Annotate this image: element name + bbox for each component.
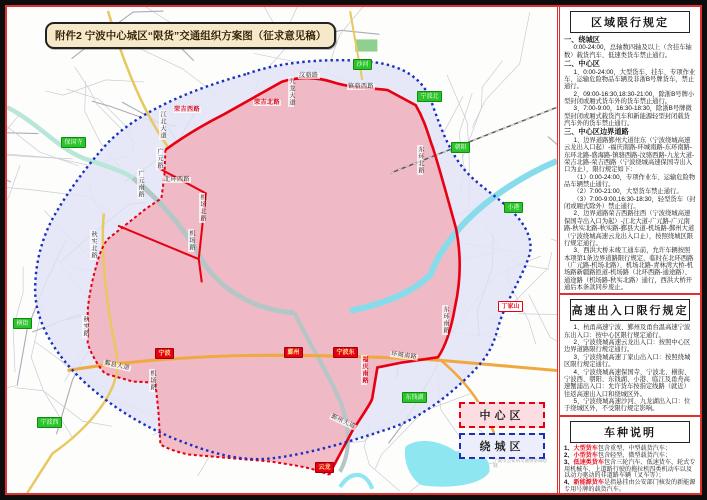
legend-center-zone: 中心区 bbox=[459, 402, 545, 428]
road-label: 荣吉北路 bbox=[254, 100, 281, 106]
road-label: 秋实北路 bbox=[90, 231, 96, 259]
highway-exit-badge: 鄞州 bbox=[284, 347, 303, 358]
rule-subheading: 二、中心区 bbox=[564, 59, 600, 69]
vehicle-description: 包含三轮汽车、低速货车、轮式专用机械车、上道路行驶的拖拉机四类机动车以及以动力驱动的非道路车辆（叉车等）； bbox=[564, 458, 696, 480]
road-label: 镇骆西路 bbox=[348, 84, 375, 90]
rule-paragraph: 1、0:00-24:00，大型货车、挂车、专项作业车、运输危险物品车辆及非浙B号牌货车，禁止通行。 bbox=[564, 68, 696, 91]
road-label: 广元路 bbox=[156, 148, 162, 169]
highway-exit-badge: 东钱湖 bbox=[402, 392, 427, 403]
vehicle-item-number: 4、 bbox=[564, 479, 574, 487]
highway-exit-badge: 朝阳 bbox=[451, 142, 470, 153]
map-canvas bbox=[7, 7, 557, 493]
vehicle-item-number: 3、 bbox=[564, 458, 574, 466]
road-label: 鄞州大道 bbox=[329, 413, 357, 431]
legend-ring-zone: 绕城区 bbox=[459, 433, 545, 459]
road-label: 机场路 bbox=[188, 230, 194, 251]
vehicle-item-number: 1、 bbox=[564, 444, 574, 452]
road-label: 北环西路 bbox=[164, 177, 191, 183]
vehicle-description: 包含轻型、微型载货汽车； bbox=[597, 451, 671, 459]
section-vehicle-types-title: 车种说明 bbox=[570, 421, 690, 443]
section-highway-rules bbox=[560, 293, 700, 414]
highway-exit-badge: 横街 bbox=[13, 318, 32, 329]
rule-subheading: 三、中心区边界道路 bbox=[564, 127, 629, 137]
highway-exit-badge: 沙河 bbox=[353, 59, 372, 70]
road-label: 机场路 bbox=[149, 370, 155, 391]
rule-paragraph: 1、边界道路鄞州大道往东（宁波绕城高速云龙出入口起）-福庆南路-环城南路-东环南路-东环北路-盛海路-镇骆西路-汶骆西路-九龙大道-荣吉北路-荣吉西路（宁波绕城高速保国寺出入口为止），限行规定如下： bbox=[564, 136, 695, 174]
rule-paragraph: 2、边界道路荣吉西路往西（宁波绕城高速保国寺出入口为起）-江北大道-广元路-广元南路-秋实北路-秋实路-鄞县大道-机场路-鄞州大道（宁波绕城高速云龙出入口止），按照绕城区限行规定通行。 bbox=[564, 210, 695, 247]
road-label: 机场北路 bbox=[199, 194, 205, 222]
highway-exit-badge: 丁家山 bbox=[498, 301, 523, 312]
section-area-rules-title: 区域限行规定 bbox=[570, 11, 690, 33]
section-vehicle-types-body bbox=[564, 446, 696, 493]
vehicle-description: 是指悬挂由公安部门核发的新能源专用号牌的载货汽车。 bbox=[564, 479, 696, 493]
red-frame bbox=[5, 5, 702, 495]
vehicle-item-number: 2、 bbox=[564, 451, 574, 459]
rule-paragraph: （3）7:00-9:00,16:30-18:30，轻型货车（封闭或厢式除外）禁止通行。 bbox=[564, 195, 696, 211]
road-label: 环城南路 bbox=[390, 351, 418, 361]
rule-paragraph: （1）0:00-24:00，专项作业车、运输危险物品车辆禁止通行。 bbox=[564, 173, 696, 189]
highway-exit-badge: 宁波北 bbox=[417, 91, 442, 102]
highway-exit-badge: 宁波 bbox=[155, 348, 174, 359]
section-area-rules bbox=[560, 7, 700, 293]
highway-exit-badge: 保国寺 bbox=[61, 137, 86, 148]
highway-exit-badge: 云龙 bbox=[315, 462, 334, 473]
rule-paragraph: 3、西洪大桥未竣工通车前，允许车辆按照本项第1条边界道路限行规定，临时在北环西路（广元路-机场北路）、机场北路-青林湾大桥-机场路新疆路匝道-机场路（北环西路-通途路）、通途路（机场路-秋实北路）通行，西洪大桥开通后本条款同步废止。 bbox=[564, 247, 694, 292]
vehicle-description: 包含重型、中型载货汽车； bbox=[597, 444, 671, 452]
rule-subheading: 一、绕城区 bbox=[564, 35, 600, 44]
road-label: 秋实路 bbox=[82, 316, 88, 337]
rule-paragraph: 4、宁波绕城高速保国寺、宁波北、横街、宁波西、朝阳、东钱湖、小港、临江及甬舟高速蟹浦出入口：允许货车按指定线路（就近）往返高速出入口和绕城区外。 bbox=[564, 368, 691, 398]
road-label: 九龙大道 bbox=[288, 78, 294, 106]
road-label: 荣吉西路 bbox=[174, 107, 201, 113]
rule-paragraph: 0:00-24:00，总轴数四轴及以上（含挂车轴数）载货汽车、低速类货车禁止通行。 bbox=[564, 44, 692, 59]
legend bbox=[459, 402, 545, 459]
road-label: 东环北路 bbox=[417, 146, 423, 174]
rule-paragraph: 2、09:00-16:30,18:30-21:00，除浙B号牌小型封闭或厢式货车外的货车禁止通行。 bbox=[564, 90, 695, 105]
vehicle-term: 低速类货车 bbox=[573, 458, 604, 466]
road-label: 福庆南路 bbox=[361, 356, 367, 384]
road-label: 广元南路 bbox=[137, 170, 143, 198]
section-vehicle-types bbox=[560, 415, 700, 493]
vehicle-term: 小型货车 bbox=[573, 451, 598, 459]
highway-exit-badge: 宁波西 bbox=[37, 417, 62, 428]
vehicle-term: 大型货车 bbox=[573, 444, 598, 452]
road-label: 江北大道 bbox=[159, 111, 165, 139]
vehicle-type-item bbox=[564, 460, 696, 481]
rule-paragraph: 3、7:00-9:00，16:30-18:30，除浙B号牌微型封闭或厢式载货汽车和新能源轻型封闭载货汽车外的货车禁止通行。 bbox=[564, 105, 692, 128]
vehicle-type-item bbox=[564, 480, 696, 493]
page-title: 附件2 宁波中心城区“限货”交通组织方案图（征求意见稿） bbox=[45, 22, 336, 49]
rule-paragraph: 3、宁波绕城高速丁家山出入口：按照绕城区限行规定通行。 bbox=[564, 353, 691, 369]
rule-paragraph: 1、杭甬高速宁波、鄞州及甬台温高速宁波东出入口：按中心区限行规定通行。 bbox=[564, 324, 691, 339]
vehicle-term: 新能源货车 bbox=[573, 479, 604, 487]
section-highway-rules-title: 高速出入口限行规定 bbox=[570, 299, 690, 321]
highway-exit-badge: 宁波东 bbox=[333, 347, 358, 358]
rule-paragraph: （2）7:00-21:00，大型货车禁止通行。 bbox=[573, 188, 683, 196]
road-label: 东环南路 bbox=[442, 306, 448, 334]
section-area-rules-body bbox=[564, 36, 696, 291]
rule-paragraph: 2、宁波绕城高速云龙出入口：按照中心区边界道路限行规定通行。 bbox=[564, 339, 691, 354]
highway-exit-badge: 小港 bbox=[504, 202, 523, 213]
road-label: 汶骆路 bbox=[299, 73, 319, 79]
section-highway-rules-body bbox=[564, 324, 696, 412]
road-label: 鄞县大道 bbox=[103, 360, 131, 372]
map-credit: 宁波市公安局交通警察局绘制 bbox=[493, 458, 547, 468]
rule-paragraph: 5、宁波绕城高速沙河、九龙湖出入口：位于绕城区外，不受限行规定影响。 bbox=[564, 398, 691, 413]
regulations-panel bbox=[557, 7, 700, 493]
